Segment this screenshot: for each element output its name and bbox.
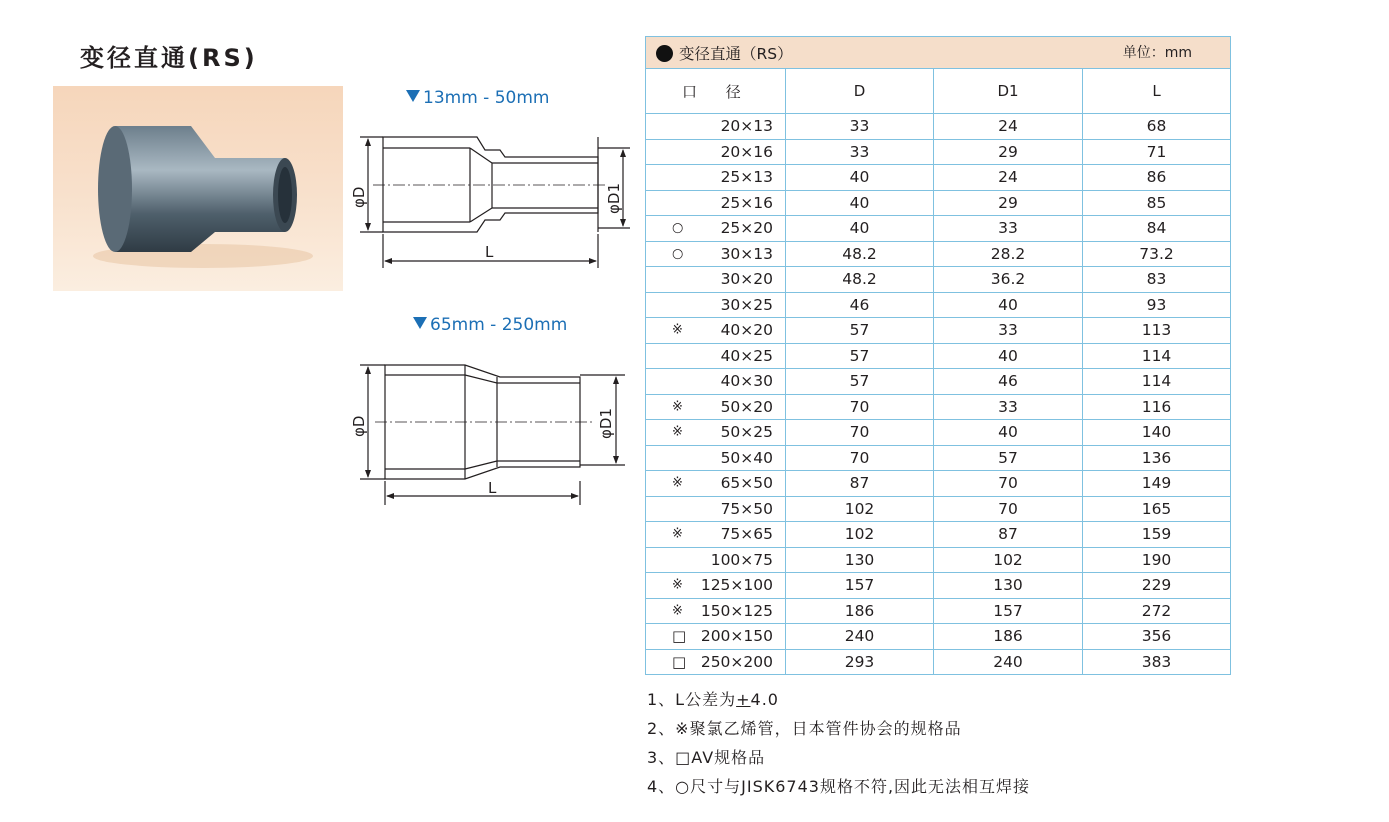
size-cell bbox=[646, 318, 786, 344]
cell-d1: 87 bbox=[934, 522, 1083, 548]
size-cell bbox=[646, 471, 786, 497]
cell-d: 102 bbox=[786, 496, 934, 522]
size-cell bbox=[646, 394, 786, 420]
table-row bbox=[646, 369, 1231, 395]
size-cell bbox=[646, 216, 786, 242]
size-mark: ※ bbox=[672, 577, 683, 593]
cell-d: 57 bbox=[786, 369, 934, 395]
size-value: 50×40 bbox=[720, 448, 773, 467]
table-row bbox=[646, 445, 1231, 471]
table-row bbox=[646, 471, 1231, 497]
cell-d: 70 bbox=[786, 445, 934, 471]
table-row bbox=[646, 547, 1231, 573]
cell-d1: 24 bbox=[934, 114, 1083, 140]
unit-label: 单位：mm bbox=[1122, 44, 1192, 61]
cell-d: 40 bbox=[786, 216, 934, 242]
table-row bbox=[646, 114, 1231, 140]
cell-d: 48.2 bbox=[786, 267, 934, 293]
column-header: 口 径 bbox=[646, 69, 786, 114]
size-cell bbox=[646, 649, 786, 675]
dimension-drawing-large bbox=[340, 355, 640, 505]
table-row bbox=[646, 165, 1231, 191]
size-value: 20×13 bbox=[720, 117, 773, 136]
table-row bbox=[646, 190, 1231, 216]
cell-l: 165 bbox=[1083, 496, 1231, 522]
table-row bbox=[646, 420, 1231, 446]
cell-d1: 70 bbox=[934, 496, 1083, 522]
size-cell bbox=[646, 165, 786, 191]
table-row bbox=[646, 649, 1231, 675]
cell-l: 86 bbox=[1083, 165, 1231, 191]
size-range-label-large: 65mm - 250mm bbox=[413, 315, 567, 335]
size-mark: ※ bbox=[672, 424, 683, 440]
size-value: 75×65 bbox=[720, 525, 773, 544]
size-mark: ※ bbox=[672, 475, 683, 491]
cell-d1: 28.2 bbox=[934, 241, 1083, 267]
diameter-d1-label: φD1 bbox=[597, 408, 615, 439]
table-row bbox=[646, 496, 1231, 522]
size-cell bbox=[646, 267, 786, 293]
table-row bbox=[646, 267, 1231, 293]
diameter-d-label: φD bbox=[350, 415, 368, 437]
cell-l: 84 bbox=[1083, 216, 1231, 242]
cell-d1: 29 bbox=[934, 190, 1083, 216]
cell-l: 73.2 bbox=[1083, 241, 1231, 267]
cell-l: 71 bbox=[1083, 139, 1231, 165]
size-mark: □ bbox=[672, 652, 687, 671]
table-header-bar bbox=[646, 37, 1231, 69]
cell-l: 159 bbox=[1083, 522, 1231, 548]
size-mark: ※ bbox=[672, 399, 683, 415]
cell-d: 130 bbox=[786, 547, 934, 573]
cell-d1: 102 bbox=[934, 547, 1083, 573]
note-1: 1、L公差为+4.0 bbox=[647, 690, 779, 709]
table-row bbox=[646, 318, 1231, 344]
size-value: 40×20 bbox=[720, 321, 773, 340]
size-mark: ※ bbox=[672, 603, 683, 619]
size-cell bbox=[646, 522, 786, 548]
size-cell bbox=[646, 343, 786, 369]
size-value: 25×20 bbox=[720, 219, 773, 238]
size-cell bbox=[646, 598, 786, 624]
cell-l: 93 bbox=[1083, 292, 1231, 318]
cell-d: 40 bbox=[786, 165, 934, 191]
cell-d: 70 bbox=[786, 420, 934, 446]
table-row bbox=[646, 522, 1231, 548]
cell-d: 40 bbox=[786, 190, 934, 216]
size-value: 75×50 bbox=[720, 499, 773, 518]
table-row bbox=[646, 573, 1231, 599]
cell-l: 114 bbox=[1083, 343, 1231, 369]
column-header: L bbox=[1083, 69, 1231, 114]
cell-l: 383 bbox=[1083, 649, 1231, 675]
length-l-label: L bbox=[485, 243, 494, 261]
page-title: 变径直通(RS) bbox=[80, 44, 258, 72]
size-cell bbox=[646, 547, 786, 573]
cell-d1: 186 bbox=[934, 624, 1083, 650]
cell-l: 229 bbox=[1083, 573, 1231, 599]
column-header: D1 bbox=[934, 69, 1083, 114]
cell-l: 356 bbox=[1083, 624, 1231, 650]
note-2: 2、※聚氯乙烯管，日本管件协会的规格品 bbox=[647, 719, 962, 738]
size-mark: ○ bbox=[672, 246, 684, 262]
size-mark: ※ bbox=[672, 526, 683, 542]
size-value: 65×50 bbox=[720, 474, 773, 493]
cell-d: 33 bbox=[786, 139, 934, 165]
size-value: 125×100 bbox=[700, 576, 773, 595]
size-mark: ※ bbox=[672, 322, 683, 338]
table-row bbox=[646, 292, 1231, 318]
size-value: 40×30 bbox=[720, 372, 773, 391]
cell-l: 113 bbox=[1083, 318, 1231, 344]
size-value: 30×25 bbox=[720, 295, 773, 314]
table-row bbox=[646, 394, 1231, 420]
column-header-row bbox=[646, 69, 1231, 114]
size-cell bbox=[646, 190, 786, 216]
size-mark: □ bbox=[672, 627, 687, 646]
size-value: 30×20 bbox=[720, 270, 773, 289]
cell-l: 190 bbox=[1083, 547, 1231, 573]
cell-d: 157 bbox=[786, 573, 934, 599]
column-header: D bbox=[786, 69, 934, 114]
cell-d1: 70 bbox=[934, 471, 1083, 497]
cell-l: 83 bbox=[1083, 267, 1231, 293]
size-range-label-small: 13mm - 50mm bbox=[406, 88, 549, 108]
size-value: 25×16 bbox=[720, 193, 773, 212]
size-cell bbox=[646, 573, 786, 599]
size-value: 50×25 bbox=[720, 423, 773, 442]
size-cell bbox=[646, 114, 786, 140]
cell-d1: 157 bbox=[934, 598, 1083, 624]
size-cell bbox=[646, 292, 786, 318]
note-4: 4、○尺寸与JISK6743规格不符,因此无法相互焊接 bbox=[647, 777, 1031, 796]
black-circle-icon bbox=[656, 45, 673, 62]
size-cell bbox=[646, 420, 786, 446]
diameter-d1-label: φD1 bbox=[605, 183, 623, 214]
cell-l: 272 bbox=[1083, 598, 1231, 624]
size-value: 40×25 bbox=[720, 346, 773, 365]
diameter-d-label: φD bbox=[350, 186, 368, 208]
notes bbox=[647, 688, 1030, 804]
cell-l: 68 bbox=[1083, 114, 1231, 140]
cell-d: 70 bbox=[786, 394, 934, 420]
cell-d: 186 bbox=[786, 598, 934, 624]
cell-d1: 130 bbox=[934, 573, 1083, 599]
cell-d: 293 bbox=[786, 649, 934, 675]
cell-d1: 40 bbox=[934, 420, 1083, 446]
size-value: 30×13 bbox=[720, 244, 773, 263]
cell-l: 116 bbox=[1083, 394, 1231, 420]
size-value: 200×150 bbox=[700, 627, 773, 646]
size-value: 250×200 bbox=[700, 652, 773, 671]
cell-d: 33 bbox=[786, 114, 934, 140]
size-cell bbox=[646, 139, 786, 165]
spec-table bbox=[645, 36, 1231, 675]
cell-d1: 240 bbox=[934, 649, 1083, 675]
cell-d1: 57 bbox=[934, 445, 1083, 471]
cell-d: 48.2 bbox=[786, 241, 934, 267]
size-value: 100×75 bbox=[710, 550, 773, 569]
cell-l: 136 bbox=[1083, 445, 1231, 471]
cell-l: 140 bbox=[1083, 420, 1231, 446]
size-value: 25×13 bbox=[720, 168, 773, 187]
cell-l: 85 bbox=[1083, 190, 1231, 216]
table-row bbox=[646, 343, 1231, 369]
cell-d: 57 bbox=[786, 343, 934, 369]
cell-l: 114 bbox=[1083, 369, 1231, 395]
cell-d: 46 bbox=[786, 292, 934, 318]
cell-d1: 40 bbox=[934, 343, 1083, 369]
size-value: 50×20 bbox=[720, 397, 773, 416]
dimension-drawing-small bbox=[340, 128, 640, 278]
size-value: 20×16 bbox=[720, 142, 773, 161]
triangle-down-icon bbox=[406, 90, 420, 102]
table-row bbox=[646, 624, 1231, 650]
cell-d: 57 bbox=[786, 318, 934, 344]
product-photo bbox=[53, 86, 343, 291]
cell-d1: 33 bbox=[934, 216, 1083, 242]
cell-d1: 33 bbox=[934, 318, 1083, 344]
cell-l: 149 bbox=[1083, 471, 1231, 497]
size-value: 150×125 bbox=[700, 601, 773, 620]
cell-d1: 33 bbox=[934, 394, 1083, 420]
size-cell bbox=[646, 369, 786, 395]
size-cell bbox=[646, 445, 786, 471]
table-row bbox=[646, 216, 1231, 242]
size-cell bbox=[646, 624, 786, 650]
triangle-down-icon bbox=[413, 317, 427, 329]
cell-d1: 46 bbox=[934, 369, 1083, 395]
cell-d: 87 bbox=[786, 471, 934, 497]
cell-d1: 29 bbox=[934, 139, 1083, 165]
cell-d1: 40 bbox=[934, 292, 1083, 318]
length-l-label: L bbox=[488, 479, 497, 497]
cell-d: 240 bbox=[786, 624, 934, 650]
table-row bbox=[646, 241, 1231, 267]
cell-d: 102 bbox=[786, 522, 934, 548]
size-cell bbox=[646, 241, 786, 267]
cell-d1: 24 bbox=[934, 165, 1083, 191]
note-3: 3、□AV规格品 bbox=[647, 748, 766, 767]
table-row bbox=[646, 598, 1231, 624]
size-cell bbox=[646, 496, 786, 522]
size-mark: ○ bbox=[672, 220, 684, 236]
table-title: 变径直通（RS） bbox=[679, 44, 793, 63]
cell-d1: 36.2 bbox=[934, 267, 1083, 293]
table-row bbox=[646, 139, 1231, 165]
